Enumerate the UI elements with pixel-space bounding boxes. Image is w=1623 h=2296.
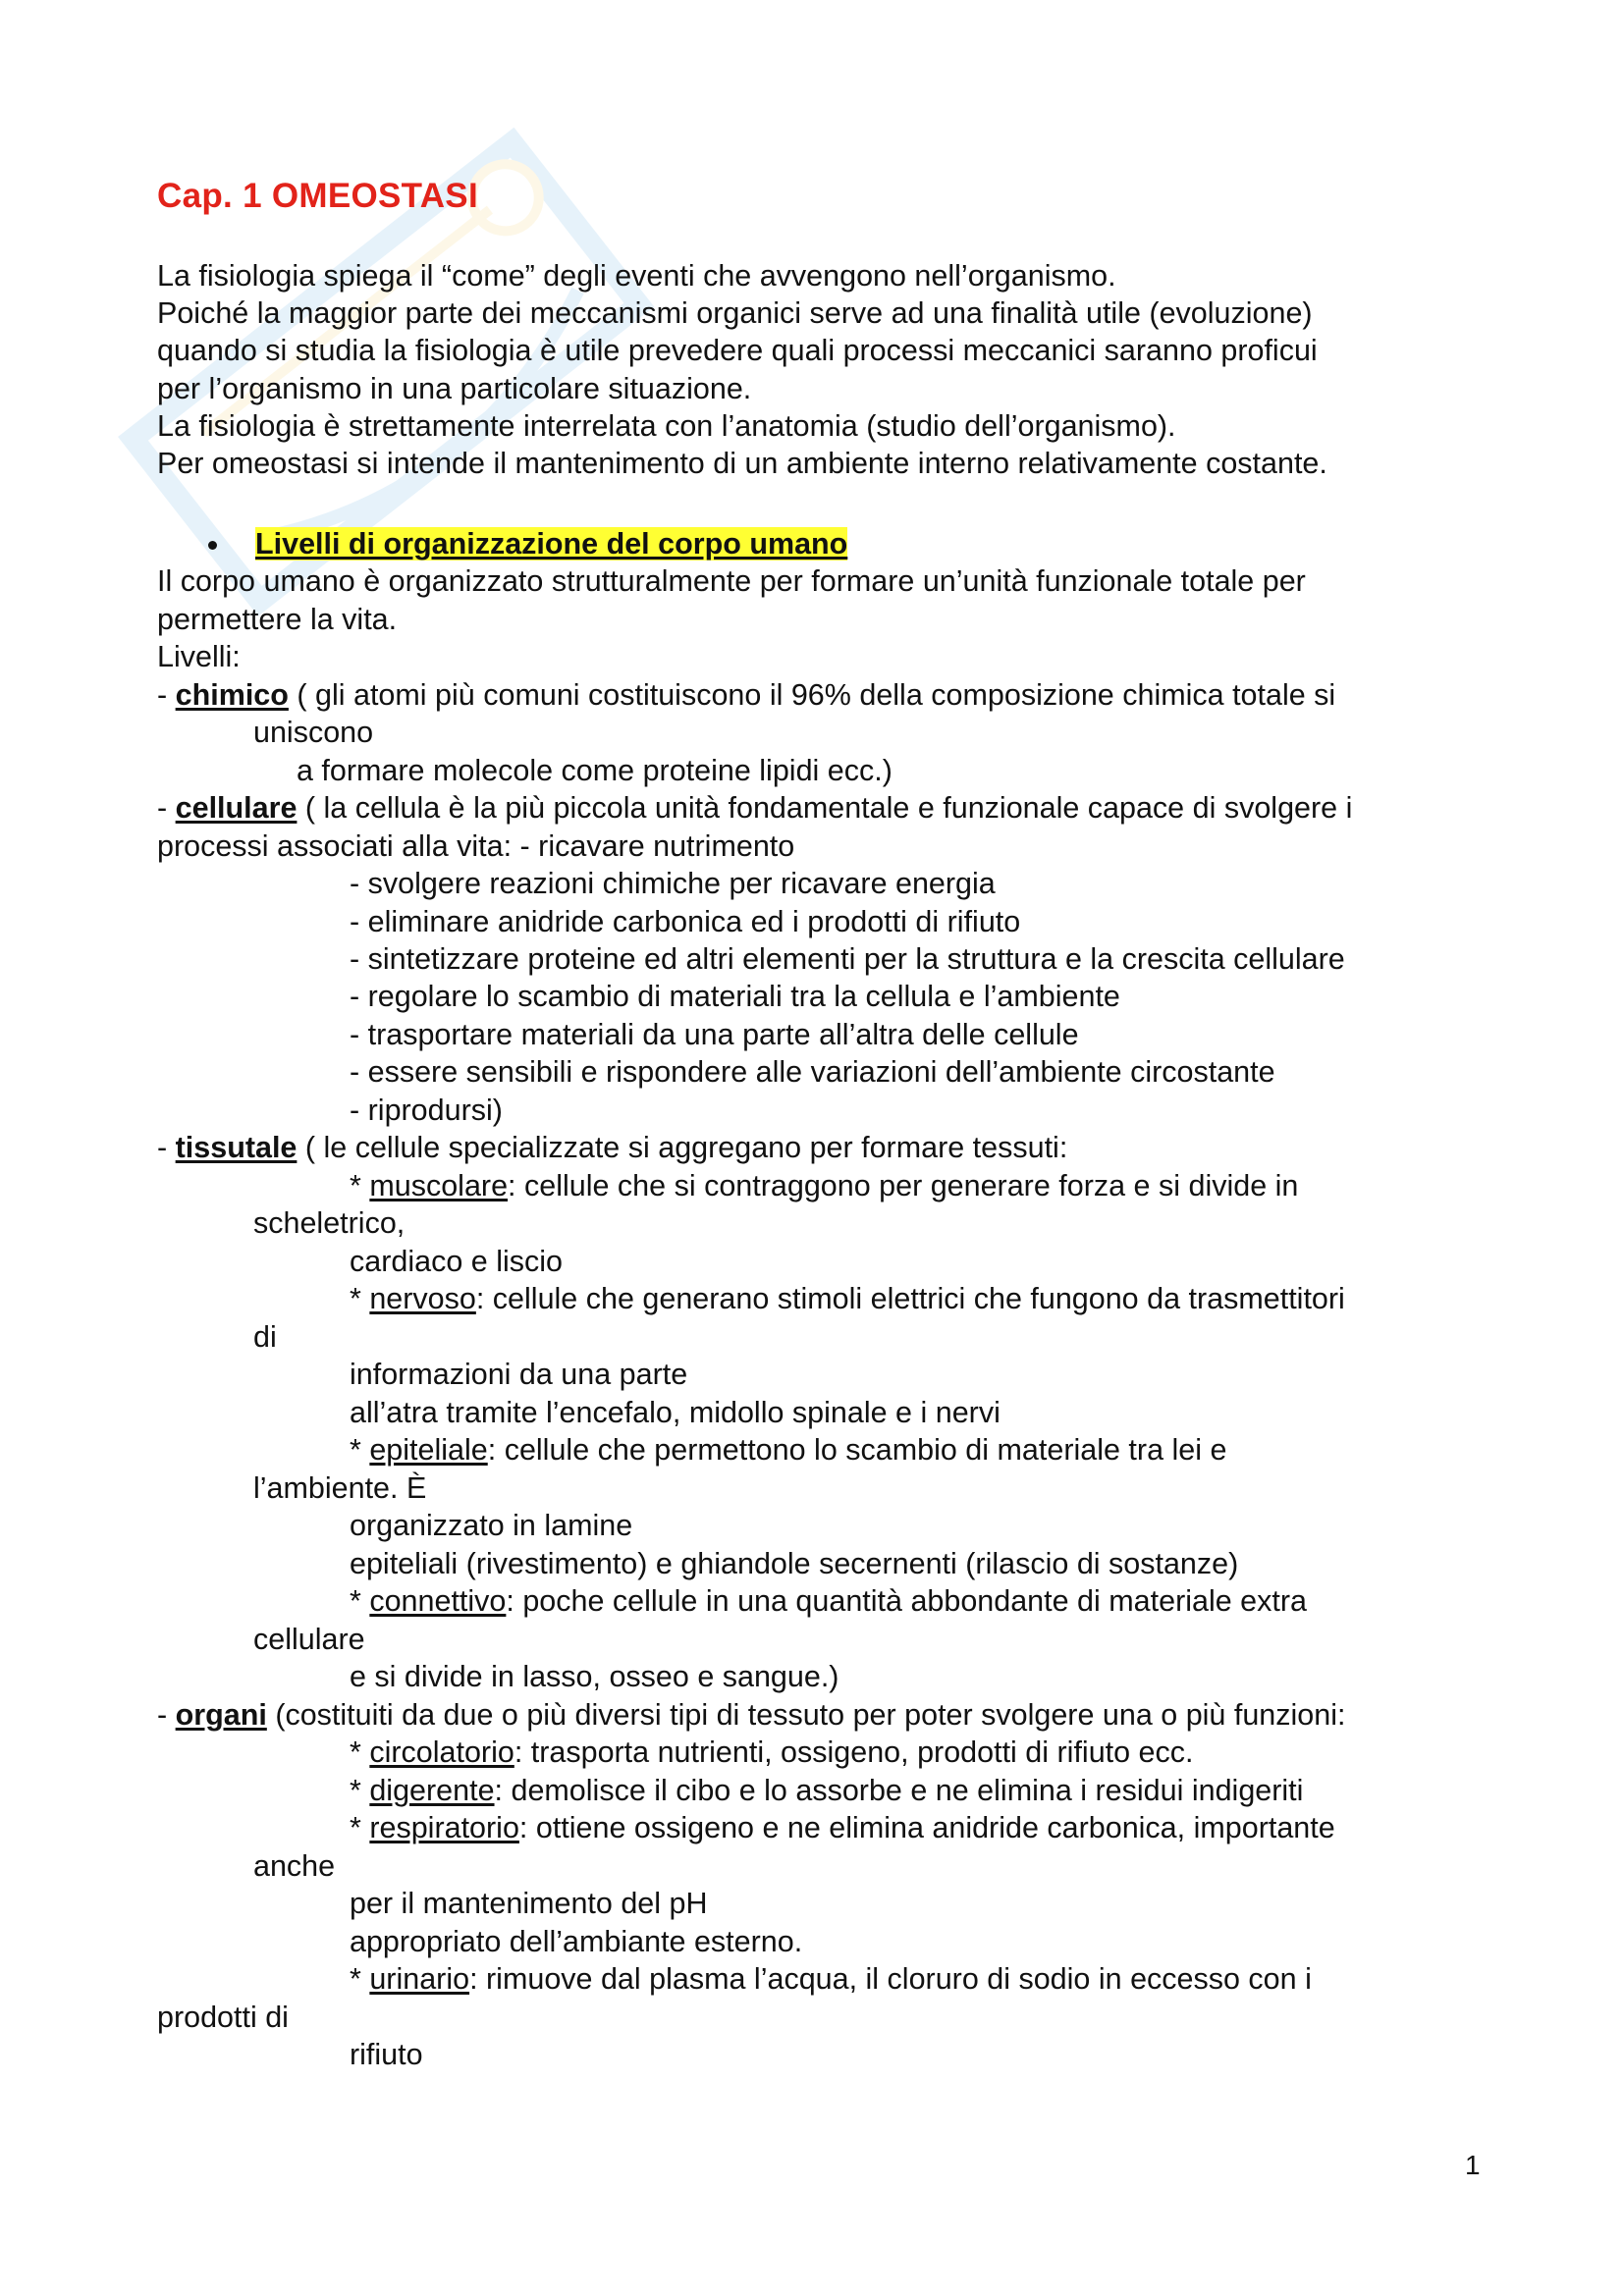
level-chimico: [157, 676, 1335, 714]
star-marker: *: [350, 1282, 370, 1315]
organ-digerente: [350, 1772, 1303, 1809]
level-organi: [157, 1696, 1345, 1734]
tissue-continuation: all’atra tramite l’encefalo, midollo spinale e i nervi: [350, 1396, 1001, 1429]
level-dash: -: [157, 1698, 176, 1732]
organ-description: : trasporta nutrienti, ossigeno, prodotti di rifiuto ecc.: [514, 1735, 1194, 1769]
tissue-wrap: scheletrico,: [253, 1206, 406, 1240]
level-term: cellulare: [175, 791, 298, 825]
page-number: 1: [1465, 2150, 1481, 2180]
intro-line: Per omeostasi si intende il mantenimento di un ambiente interno relativamente costante.: [157, 447, 1327, 480]
organ-continuation: appropriato dell’ambiante esterno.: [350, 1925, 803, 1958]
organ-description: : rimuove dal plasma l’acqua, il cloruro di sodio in eccesso con i: [469, 1962, 1312, 1996]
intro-line: Poiché la maggior parte dei meccanismi organici serve ad una finalità utile (evoluzione): [157, 296, 1313, 330]
organ-term: circolatorio: [369, 1735, 514, 1769]
organ-term: urinario: [369, 1962, 470, 1996]
section-heading-text: Livelli di organizzazione del corpo umano: [255, 527, 848, 561]
level-tissutale: [157, 1129, 1067, 1166]
level-cellulare: [157, 789, 1352, 827]
star-marker: *: [350, 1811, 370, 1844]
organ-description: : demolisce il cibo e lo assorbe e ne elimina i residui indigeriti: [494, 1774, 1304, 1807]
intro-line: La fisiologia è strettamente interrelata con l’anatomia (studio dell’organismo).: [157, 409, 1176, 443]
tissue-continuation: epiteliali (rivestimento) e ghiandole secernenti (rilascio di sostanze): [350, 1547, 1239, 1580]
star-marker: *: [350, 1169, 370, 1202]
level-description: (costituiti da due o più diversi tipi di tessuto per poter svolgere una o più funzioni:: [266, 1698, 1346, 1732]
level-dash: -: [157, 791, 176, 825]
organ-circolatorio: [350, 1734, 1194, 1771]
level-continuation: a formare molecole come proteine lipidi ecc.): [297, 754, 893, 787]
list-item: - essere sensibili e rispondere alle variazioni dell’ambiente circostante: [350, 1055, 1275, 1089]
level-dash: -: [157, 678, 176, 712]
tissue-description: : cellule che si contraggono per generare forza e si divide in: [508, 1169, 1299, 1202]
level-term: tissutale: [175, 1131, 298, 1164]
organ-respiratorio: [350, 1809, 1335, 1846]
organ-wrap: prodotti di: [157, 2001, 289, 2034]
organ-continuation: rifiuto: [350, 2038, 423, 2071]
section-intro-line: Il corpo umano è organizzato strutturalmente per formare un’unità funzionale totale per: [157, 564, 1306, 598]
tissue-description: : poche cellule in una quantità abbondante di materiale extra: [506, 1584, 1307, 1618]
organ-continuation: per il mantenimento del pH: [350, 1887, 708, 1920]
list-item: - eliminare anidride carbonica ed i prodotti di rifiuto: [350, 905, 1021, 938]
tissue-term: nervoso: [369, 1282, 476, 1315]
tissue-description: : cellule che permettono lo scambio di materiale tra lei e: [487, 1433, 1227, 1467]
tissue-term: connettivo: [369, 1584, 507, 1618]
tissue-continuation: cardiaco e liscio: [350, 1245, 563, 1278]
intro-line: La fisiologia spiega il “come” degli eventi che avvengono nell’organismo.: [157, 259, 1116, 293]
level-term: organi: [175, 1698, 267, 1732]
section-heading: [255, 525, 847, 562]
tissue-continuation: informazioni da una parte: [350, 1358, 688, 1391]
tissue-wrap: cellulare: [253, 1623, 365, 1656]
tissue-term: muscolare: [369, 1169, 509, 1202]
star-marker: *: [350, 1584, 370, 1618]
star-marker: *: [350, 1774, 370, 1807]
list-item: - riprodursi): [350, 1094, 503, 1127]
star-marker: *: [350, 1735, 370, 1769]
tissue-term: epiteliale: [369, 1433, 488, 1467]
tissue-continuation: organizzato in lamine: [350, 1509, 633, 1542]
level-dash: -: [157, 1131, 176, 1164]
level-continuation: processi associati alla vita: - ricavare nutrimento: [157, 829, 795, 863]
tissue-wrap: l’ambiente. È: [253, 1471, 427, 1505]
organ-term: respiratorio: [369, 1811, 519, 1844]
list-item: - svolgere reazioni chimiche per ricavare energia: [350, 867, 996, 900]
list-item: - regolare lo scambio di materiali tra la cellula e l’ambiente: [350, 980, 1120, 1013]
star-marker: *: [350, 1962, 370, 1996]
section-intro-line: Livelli:: [157, 640, 241, 673]
level-description: ( gli atomi più comuni costituiscono il 96% della composizione chimica totale si: [288, 678, 1336, 712]
level-description: ( la cellula è la più piccola unità fondamentale e funzionale capace di svolgere i: [297, 791, 1353, 825]
tissue-wrap: di: [253, 1320, 277, 1354]
organ-description: : ottiene ossigeno e ne elimina anidride carbonica, importante: [518, 1811, 1335, 1844]
bullet-icon: [208, 541, 217, 550]
level-term: chimico: [175, 678, 289, 712]
tissue-continuation: e si divide in lasso, osseo e sangue.): [350, 1660, 839, 1693]
star-marker: *: [350, 1433, 370, 1467]
tissue-muscolare: [350, 1167, 1298, 1204]
organ-urinario: [350, 1960, 1312, 1998]
organ-wrap: anche: [253, 1849, 336, 1883]
section-intro-line: permettere la vita.: [157, 603, 398, 636]
tissue-description: : cellule che generano stimoli elettrici che fungono da trasmettitori: [475, 1282, 1345, 1315]
tissue-epiteliale: [350, 1431, 1226, 1468]
tissue-connettivo: [350, 1582, 1307, 1620]
level-continuation: uniscono: [253, 716, 374, 749]
intro-line: quando si studia la fisiologia è utile prevedere quali processi meccanici saranno proficui: [157, 334, 1318, 367]
page-title: Cap. 1 OMEOSTASI: [157, 177, 478, 215]
level-description: ( le cellule specializzate si aggregano per formare tessuti:: [297, 1131, 1068, 1164]
organ-term: digerente: [369, 1774, 495, 1807]
intro-line: per l’organismo in una particolare situazione.: [157, 372, 752, 405]
list-item: - sintetizzare proteine ed altri elementi per la struttura e la crescita cellulare: [350, 942, 1345, 976]
list-item: - trasportare materiali da una parte all’altra delle cellule: [350, 1018, 1079, 1051]
tissue-nervoso: [350, 1280, 1345, 1317]
